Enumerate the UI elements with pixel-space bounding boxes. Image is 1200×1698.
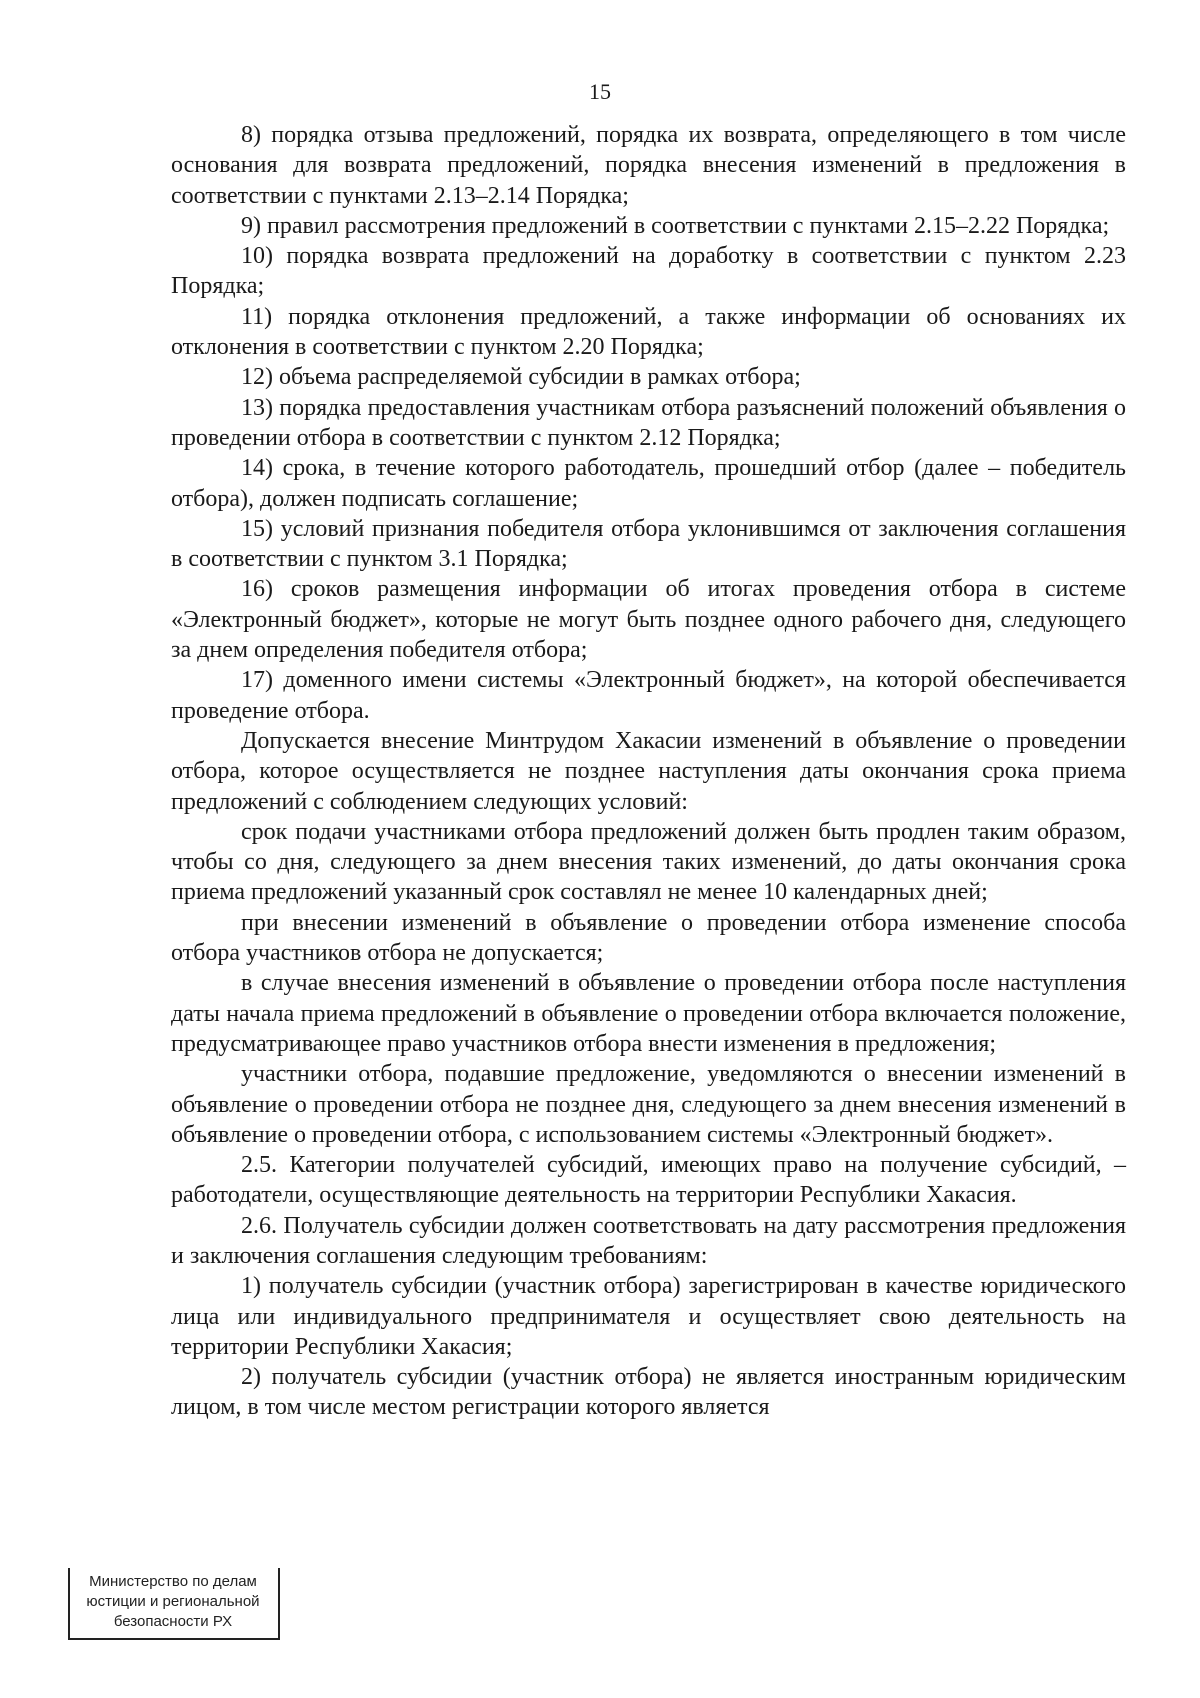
paragraph-item-17: 17) доменного имени системы «Электронный бюджет», на которой обеспечивается проведение отбора. (171, 667, 1126, 724)
paragraph-item-8: 8) порядка отзыва предложений, порядка их возврата, определяющего в том числе основания для возврата предложений, порядка внесения изменений в предложения в соответствии с пунктами 2.13–2.14 Порядка; (171, 122, 1126, 209)
paragraph-item-10: 10) порядка возврата предложений на доработку в соответствии с пунктом 2.23 Порядка; (171, 243, 1126, 300)
paragraph-item-13: 13) порядка предоставления участникам отбора разъяснений положений объявления о проведении отбора в соответствии с пунктом 2.12 Порядка; (171, 394, 1126, 451)
paragraph-requirement-1: 1) получатель субсидии (участник отбора) зарегистрирован в качестве юридического лица или индивидуального предпринимателя и осуществляет свою деятельность на территории Республики Хакасия; (171, 1273, 1126, 1360)
paragraph-condition-notification: участники отбора, подавшие предложение, уведомляются о внесении изменений в объявление о проведении отбора не позднее дня, следующего за днем внесения изменений в объявление о проведении отбора, с использованием системы «Электронный бюджет». (171, 1061, 1126, 1148)
page-number: 15 (589, 79, 611, 104)
paragraph-item-12: 12) объема распределяемой субсидии в рамках отбора; (241, 364, 801, 391)
paragraph-item-16: 16) сроков размещения информации об итогах проведения отбора в системе «Электронный бюджет», которые не могут быть позднее одного рабочего дня, следующего за днем определения победителя отбора; (171, 576, 1126, 664)
paragraph-condition-deadline: срок подачи участниками отбора предложений должен быть продлен таким образом, чтобы со дня, следующего за днем внесения таких изменений, до даты окончания срока приема предложений указанный срок составлял не менее 10 календарных дней; (171, 818, 1126, 906)
paragraph-section-2-5: 2.5. Категории получателей субсидий, имеющих право на получение субсидий, – работодатели, осуществляющие деятельность на территории Республики Хакасия. (171, 1152, 1126, 1209)
paragraph-condition-changes: в случае внесения изменений в объявление о проведении отбора после наступления даты начала приема предложений в объявление о проведении отбора включается положение, предусматривающее право участников отбора внести изменения в предложения; (171, 970, 1126, 1057)
paragraph-item-15: 15) условий признания победителя отбора уклонившимся от заключения соглашения в соответствии с пунктом 3.1 Порядка; (171, 515, 1126, 573)
paragraph-condition-method: при внесении изменений в объявление о проведении отбора изменение способа отбора участников отбора не допускается; (171, 909, 1126, 967)
paragraph-amendments-allowed: Допускается внесение Минтрудом Хакасии изменений в объявление о проведении отбора, которое осуществляется не позднее наступления даты окончания срока приема предложений с соблюдением следующих условий: (171, 727, 1126, 815)
paragraph-requirement-2: 2) получатель субсидии (участник отбора) не является иностранным юридическим лицом, в том числе местом регистрации которого является (171, 1364, 1126, 1421)
paragraph-item-9: 9) правил рассмотрения предложений в соответствии с пунктами 2.15–2.22 Порядка; (241, 212, 1110, 239)
ministry-stamp (68, 1568, 280, 1640)
paragraph-item-11: 11) порядка отклонения предложений, а также информации об основаниях их отклонения в соответствии с пунктом 2.20 Порядка; (171, 303, 1126, 361)
stamp-line: юстиции и региональной (86, 1593, 260, 1610)
paragraph-item-14: 14) срока, в течение которого работодатель, прошедший отбор (далее – победитель отбора), должен подписать соглашение; (171, 455, 1126, 512)
stamp-line: Министерство по делам (89, 1573, 257, 1590)
document-body (171, 120, 1126, 1423)
paragraph-section-2-6: 2.6. Получатель субсидии должен соответствовать на дату рассмотрения предложения и заключения соглашения следующим требованиям: (171, 1212, 1126, 1269)
stamp-line: безопасности РХ (113, 1613, 233, 1630)
